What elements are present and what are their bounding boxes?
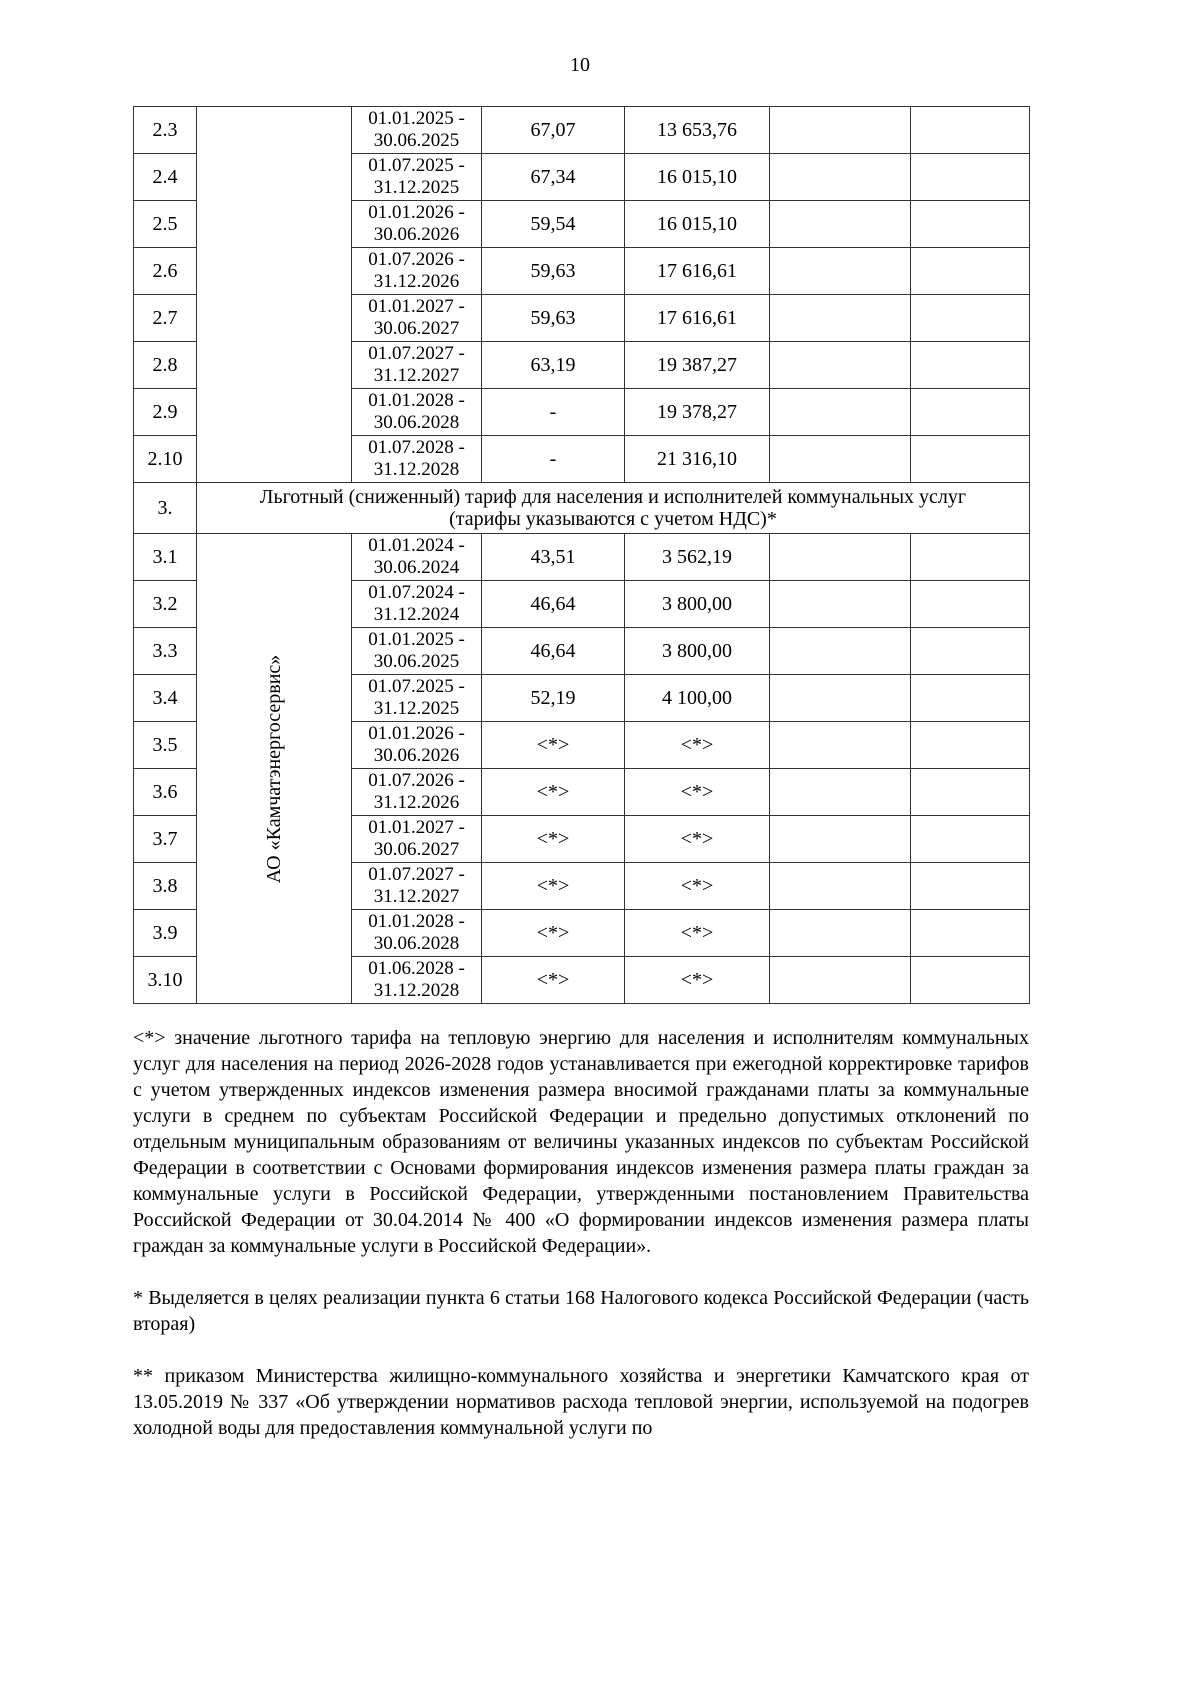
period-to: 30.06.2025 <box>373 651 460 672</box>
row-number: 3.6 <box>134 769 197 816</box>
period-from: 01.07.2025 - <box>368 155 465 176</box>
value2-cell: 19 378,27 <box>625 389 770 436</box>
value1-cell: <*> <box>482 769 625 816</box>
period-cell <box>352 863 482 910</box>
footnote-star-bracket: <*> значение льготного тарифа на тепловую энергию для населения и исполнителям коммунальных услуг для населения на период 2026-2028 годов устанавливается при ежегодной корректировке тарифов с учетом утвержденных индексов изменения размера вносимой гражданами платы за коммунальные услуги в среднем по субъектам Российской Федерации и предельно допустимых отклонений по отдельным муниципальным образованиям от величины указанных индексов по субъектам Российской Федерации в соответствии с Основами формирования индексов изменения размера платы граждан за коммунальные услуги в Российской Федерации, утвержденными постановлением Правительства Российской Федерации от 30.04.2014 № 400 «О формировании индексов изменения размера платы граждан за коммунальные услуги в Российской Федерации». <box>133 1027 1029 1257</box>
value3-cell <box>770 154 911 201</box>
period-from: 01.07.2028 - <box>368 437 465 458</box>
value2-cell: 21 316,10 <box>625 436 770 483</box>
period-to: 30.06.2026 <box>373 745 460 766</box>
period-from: 01.01.2024 - <box>368 535 465 556</box>
period-cell <box>352 389 482 436</box>
value2-cell: 19 387,27 <box>625 342 770 389</box>
value1-cell: <*> <box>482 816 625 863</box>
value4-cell <box>911 436 1030 483</box>
value1-cell: 46,64 <box>482 581 625 628</box>
period-from: 01.01.2027 - <box>368 817 465 838</box>
period-cell <box>352 769 482 816</box>
value1-cell: - <box>482 436 625 483</box>
period-cell <box>352 675 482 722</box>
period-to: 31.12.2027 <box>373 365 460 386</box>
value4-cell <box>911 628 1030 675</box>
value4-cell <box>911 534 1030 581</box>
period-cell <box>352 295 482 342</box>
period-to: 31.12.2027 <box>373 886 460 907</box>
period-from: 01.01.2026 - <box>368 723 465 744</box>
section-title <box>197 483 1030 534</box>
footnotes <box>133 1025 1029 1441</box>
value4-cell <box>911 769 1030 816</box>
value4-cell <box>911 581 1030 628</box>
period-cell <box>352 248 482 295</box>
value3-cell <box>770 675 911 722</box>
value3-cell <box>770 342 911 389</box>
period-from: 01.07.2025 - <box>368 676 465 697</box>
value3-cell <box>770 769 911 816</box>
period-from: 01.01.2025 - <box>368 108 465 129</box>
value4-cell <box>911 816 1030 863</box>
row-number: 2.5 <box>134 201 197 248</box>
row-number: 2.9 <box>134 389 197 436</box>
value3-cell <box>770 248 911 295</box>
row-number: 2.3 <box>134 107 197 154</box>
value3-cell <box>770 295 911 342</box>
value3-cell <box>770 436 911 483</box>
value1-cell: 59,63 <box>482 248 625 295</box>
value1-cell: <*> <box>482 863 625 910</box>
row-number: 3.1 <box>134 534 197 581</box>
value1-cell: 67,34 <box>482 154 625 201</box>
value2-cell: 17 616,61 <box>625 295 770 342</box>
value4-cell <box>911 295 1030 342</box>
period-cell <box>352 107 482 154</box>
value3-cell <box>770 534 911 581</box>
row-number: 2.10 <box>134 436 197 483</box>
period-from: 01.01.2027 - <box>368 296 465 317</box>
value4-cell <box>911 957 1030 1004</box>
period-to: 30.06.2026 <box>373 224 460 245</box>
value3-cell <box>770 107 911 154</box>
section-number: 3. <box>134 483 197 534</box>
period-cell <box>352 534 482 581</box>
period-from: 01.06.2028 - <box>368 958 465 979</box>
period-cell <box>352 816 482 863</box>
value3-cell <box>770 628 911 675</box>
value1-cell: 43,51 <box>482 534 625 581</box>
value3-cell <box>770 581 911 628</box>
period-cell <box>352 581 482 628</box>
value4-cell <box>911 248 1030 295</box>
period-from: 01.01.2028 - <box>368 911 465 932</box>
period-from: 01.01.2028 - <box>368 390 465 411</box>
row-number: 2.6 <box>134 248 197 295</box>
row-number: 3.10 <box>134 957 197 1004</box>
period-to: 31.12.2028 <box>373 459 460 480</box>
period-cell <box>352 722 482 769</box>
value4-cell <box>911 154 1030 201</box>
row-number: 3.3 <box>134 628 197 675</box>
value4-cell <box>911 910 1030 957</box>
value2-cell: 13 653,76 <box>625 107 770 154</box>
period-to: 31.12.2025 <box>373 177 460 198</box>
value3-cell <box>770 816 911 863</box>
value3-cell <box>770 863 911 910</box>
period-to: 30.06.2024 <box>373 557 460 578</box>
value4-cell <box>911 107 1030 154</box>
period-cell <box>352 436 482 483</box>
value2-cell: <*> <box>625 816 770 863</box>
period-to: 30.06.2027 <box>373 318 460 339</box>
value2-cell: <*> <box>625 910 770 957</box>
value4-cell <box>911 389 1030 436</box>
period-from: 01.07.2027 - <box>368 864 465 885</box>
row-number: 3.9 <box>134 910 197 957</box>
row-number: 3.4 <box>134 675 197 722</box>
period-cell <box>352 201 482 248</box>
row-number: 3.5 <box>134 722 197 769</box>
row-number: 3.8 <box>134 863 197 910</box>
period-to: 30.06.2027 <box>373 839 460 860</box>
row-number: 2.7 <box>134 295 197 342</box>
value1-cell: 67,07 <box>482 107 625 154</box>
value1-cell: <*> <box>482 722 625 769</box>
row-number: 3.7 <box>134 816 197 863</box>
period-from: 01.07.2026 - <box>368 249 465 270</box>
value3-cell <box>770 910 911 957</box>
period-from: 01.07.2027 - <box>368 343 465 364</box>
page-number: 10 <box>570 54 590 76</box>
section-title-line2: (тарифы указываются с учетом НДС)* <box>449 508 777 530</box>
organization-cell <box>197 534 352 1004</box>
footnote-double-star: ** приказом Министерства жилищно-коммунального хозяйства и энергетики Камчатского края от 13.05.2019 № 337 «Об утверждении нормативов расхода тепловой энергии, используемой на подогрев холодной воды для предоставления коммунальной услуги по <box>133 1365 1029 1439</box>
value2-cell: 17 616,61 <box>625 248 770 295</box>
row-number: 3.2 <box>134 581 197 628</box>
period-to: 31.12.2025 <box>373 698 460 719</box>
table-row <box>134 534 1030 581</box>
period-from: 01.01.2026 - <box>368 202 465 223</box>
row-number: 2.8 <box>134 342 197 389</box>
value1-cell: <*> <box>482 910 625 957</box>
period-to: 31.12.2026 <box>373 792 460 813</box>
value2-cell: 3 562,19 <box>625 534 770 581</box>
period-from: 01.07.2026 - <box>368 770 465 791</box>
value3-cell <box>770 957 911 1004</box>
table-row <box>134 107 1030 154</box>
period-to: 31.12.2024 <box>373 604 460 625</box>
value2-cell: 3 800,00 <box>625 581 770 628</box>
section-title-line1: Льготный (сниженный) тариф для населения и исполнителей коммунальных услуг <box>259 486 967 508</box>
organization-name: АО «Камчатэнергосервис» <box>263 654 285 883</box>
value1-cell: 59,54 <box>482 201 625 248</box>
value4-cell <box>911 342 1030 389</box>
value1-cell: <*> <box>482 957 625 1004</box>
period-to: 30.06.2025 <box>373 130 460 151</box>
section-header-row <box>134 483 1030 534</box>
value1-cell: 46,64 <box>482 628 625 675</box>
value2-cell: 3 800,00 <box>625 628 770 675</box>
value4-cell <box>911 201 1030 248</box>
footnote-star: * Выделяется в целях реализации пункта 6 статьи 168 Налогового кодекса Российской Федерации (часть вторая) <box>133 1287 1029 1335</box>
period-cell <box>352 957 482 1004</box>
period-to: 30.06.2028 <box>373 412 460 433</box>
period-cell <box>352 910 482 957</box>
value1-cell: 59,63 <box>482 295 625 342</box>
period-cell <box>352 154 482 201</box>
value4-cell <box>911 722 1030 769</box>
value3-cell <box>770 201 911 248</box>
value2-cell: 4 100,00 <box>625 675 770 722</box>
value1-cell: 63,19 <box>482 342 625 389</box>
value3-cell <box>770 389 911 436</box>
period-to: 31.12.2028 <box>373 980 460 1001</box>
value2-cell: <*> <box>625 769 770 816</box>
value2-cell: <*> <box>625 722 770 769</box>
value1-cell: - <box>482 389 625 436</box>
row-number: 2.4 <box>134 154 197 201</box>
value2-cell: 16 015,10 <box>625 154 770 201</box>
value2-cell: <*> <box>625 863 770 910</box>
period-to: 30.06.2028 <box>373 933 460 954</box>
value2-cell: <*> <box>625 957 770 1004</box>
period-cell <box>352 628 482 675</box>
period-to: 31.12.2026 <box>373 271 460 292</box>
value4-cell <box>911 863 1030 910</box>
value1-cell: 52,19 <box>482 675 625 722</box>
value3-cell <box>770 722 911 769</box>
period-cell <box>352 342 482 389</box>
tariff-table <box>133 106 1030 1004</box>
period-from: 01.07.2024 - <box>368 582 465 603</box>
value4-cell <box>911 675 1030 722</box>
value2-cell: 16 015,10 <box>625 201 770 248</box>
organization-cell <box>197 107 352 483</box>
period-from: 01.01.2025 - <box>368 629 465 650</box>
